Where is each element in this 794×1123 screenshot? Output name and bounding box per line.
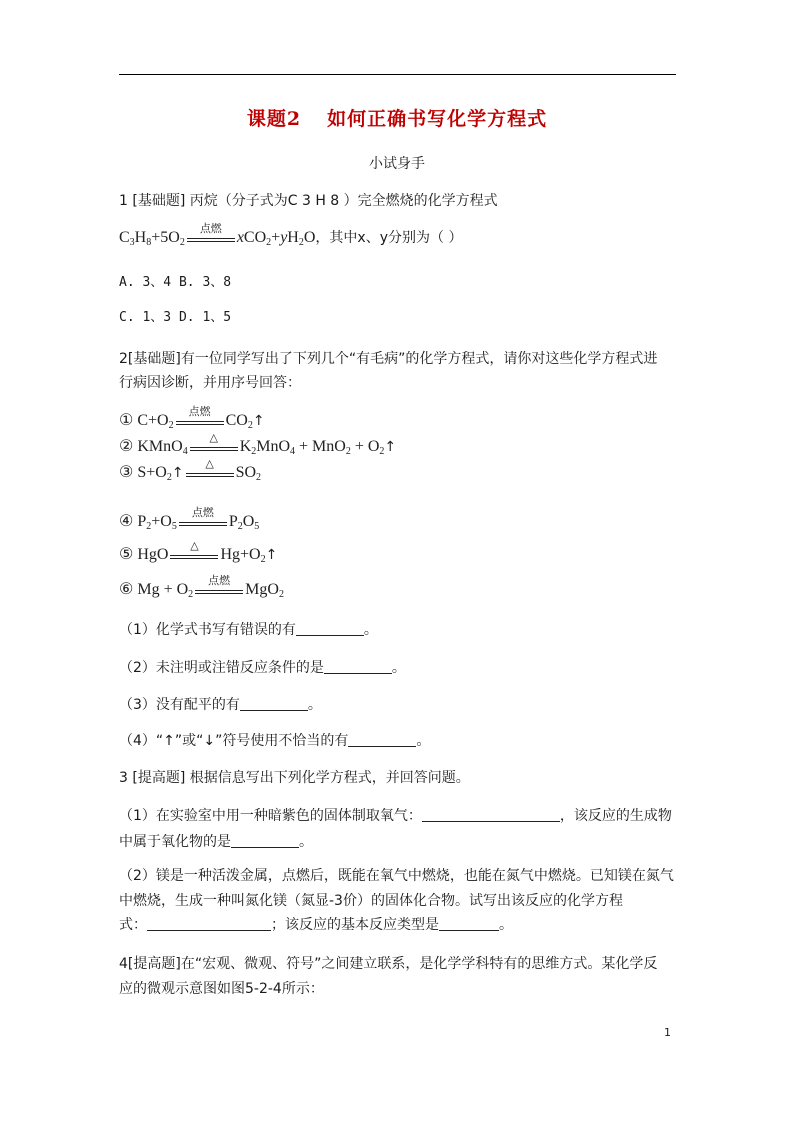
q2-subquestion-4	[119, 731, 430, 751]
q3-part2-line1: （2）镁是一种活泼金属，点燃后，既能在氧气中燃烧，也能在氮气中燃烧。已知镁在氮气	[119, 868, 674, 884]
subquestion-text: （2）未注明或注错反应条件的是	[119, 660, 324, 676]
period: 。	[499, 917, 513, 933]
eq-term: K	[239, 438, 252, 455]
condition-label: △	[190, 539, 199, 553]
answer-blank[interactable]	[296, 621, 364, 636]
eq-coefficient: y	[280, 229, 288, 246]
eq-subscript: 2	[266, 237, 272, 248]
q1-equation-line	[119, 222, 463, 253]
header-rule	[119, 74, 676, 75]
gas-arrow-icon: ↑	[265, 547, 278, 563]
condition-label: 点燃	[208, 574, 231, 588]
answer-blank[interactable]	[231, 833, 299, 848]
q1-options-row2: C. 1、3 D. 1、5	[119, 310, 232, 325]
q3-part1-line2	[119, 832, 313, 852]
q3-part2-text: ；该反应的基本反应类型是	[271, 917, 439, 933]
gas-arrow-icon: ↑	[384, 439, 397, 455]
q2-equation-3	[119, 457, 262, 488]
eq-number: ④	[119, 513, 134, 530]
q2-equation-4	[119, 506, 260, 537]
page-title	[0, 104, 794, 131]
eq-subscript: 2	[166, 472, 172, 483]
reaction-condition	[186, 457, 234, 483]
eq-term: O	[242, 513, 255, 530]
eq-number: ③	[119, 464, 134, 481]
eq-subscript: 4	[290, 446, 296, 457]
eq-subscript: 2	[379, 446, 385, 457]
condition-label: △	[209, 431, 218, 445]
eq-subscript: 2	[345, 446, 351, 457]
q2-equation-2	[119, 431, 397, 462]
eq-term: +5O	[151, 229, 180, 246]
answer-blank[interactable]	[439, 916, 499, 931]
gas-arrow-icon: ↑	[252, 413, 265, 429]
q3-part2-line2: 中燃烧，生成一种叫氮化镁（氮显-3价）的固体化合物。试写出该反应的化学方程	[119, 893, 623, 909]
eq-subscript: 2	[146, 521, 152, 532]
period: 。	[363, 622, 378, 638]
answer-blank[interactable]	[240, 696, 308, 711]
eq-term: H	[287, 229, 299, 246]
eq-coefficient: x	[236, 229, 244, 246]
eq-number: ⑥	[119, 581, 134, 598]
eq-subscript: 2	[260, 554, 266, 565]
eq-term: SO	[235, 464, 257, 481]
eq-subscript: 2	[298, 237, 304, 248]
eq-term: + O	[350, 438, 380, 455]
eq-term: C	[119, 229, 130, 246]
eq-subscript: 2	[256, 472, 262, 483]
eq-term: O	[303, 229, 316, 246]
condition-label: △	[205, 457, 214, 471]
eq-term: HgO	[137, 546, 169, 563]
eq-subscript: 2	[278, 589, 284, 600]
eq-number: ②	[119, 438, 134, 455]
reaction-condition	[195, 574, 243, 600]
subquestion-text: （1）化学式书写有错误的有	[119, 622, 296, 638]
reaction-condition	[170, 539, 218, 565]
q2-subquestion-2	[119, 658, 406, 678]
eq-number: ⑤	[119, 546, 134, 563]
q1-equation	[119, 222, 316, 248]
eq-subscript: 2	[188, 589, 194, 600]
condition-label: 点燃	[199, 222, 222, 236]
eq-term: S+O	[137, 464, 167, 481]
eq-subscript: 2	[168, 420, 174, 431]
answer-blank[interactable]	[147, 916, 271, 931]
gas-arrow-icon: ↑	[171, 465, 184, 481]
condition-label: 点燃	[191, 506, 214, 520]
eq-subscript: 2	[247, 420, 253, 431]
eq-term: +	[271, 229, 281, 246]
eq-term: P	[137, 513, 147, 530]
q1-tail: ，其中x、y分别为（ ）	[315, 230, 463, 246]
q2-text-line2: 行病因诊断，并用序号回答：	[119, 375, 301, 391]
eq-subscript: 8	[146, 237, 152, 248]
eq-term: P	[228, 513, 238, 530]
q2-subquestion-1	[119, 620, 378, 640]
answer-blank[interactable]	[324, 659, 392, 674]
q2-equation-5	[119, 539, 278, 570]
eq-term: KMnO	[137, 438, 183, 455]
period: 。	[299, 834, 313, 850]
subquestion-text: （4）“↑”或“↓”符号使用不恰当的有	[119, 733, 349, 749]
period: 。	[416, 733, 431, 749]
eq-subscript: 3	[129, 237, 135, 248]
q3-part2-text: 式：	[119, 917, 147, 933]
q1-options-row1: A. 3、4 B. 3、8	[119, 275, 232, 290]
q3-text: 3 [提高题] 根据信息写出下列化学方程式，并回答问题。	[119, 770, 470, 786]
q3-part2-line3	[119, 915, 513, 935]
period: 。	[391, 660, 406, 676]
section-subtitle: 小试身手	[369, 156, 425, 172]
eq-term: CO	[225, 412, 248, 429]
reaction-condition	[179, 506, 227, 532]
eq-term: Mg + O	[137, 581, 189, 598]
q3-part1-line1	[119, 806, 672, 826]
eq-term: H	[134, 229, 147, 246]
q3-part1-text: （1）在实验室中用一种暗紫色的固体制取氧气：	[119, 808, 422, 824]
title-lesson-name: 如何正确书写化学方程式	[327, 108, 548, 130]
eq-subscript: 2	[251, 446, 257, 457]
q3-part1-text: 中属于氧化物的是	[119, 834, 231, 850]
q4-text-line1: 4[提高题]在“宏观、微观、符号”之间建立联系，是化学学科特有的思维方式。某化学反	[119, 956, 658, 972]
answer-blank[interactable]	[348, 732, 416, 747]
q2-subquestion-3	[119, 695, 322, 715]
q4-text-line2: 应的微观示意图如图5-2-4所示：	[119, 981, 324, 997]
eq-subscript: 5	[171, 521, 177, 532]
eq-subscript: 2	[237, 521, 243, 532]
eq-term: Hg+O	[220, 546, 261, 563]
eq-subscript: 5	[254, 521, 260, 532]
eq-number: ①	[119, 412, 134, 429]
condition-label: 点燃	[188, 405, 211, 419]
eq-term: MnO	[256, 438, 291, 455]
eq-subscript: 4	[182, 446, 188, 457]
reaction-condition	[187, 222, 235, 248]
eq-term: + MnO	[295, 438, 346, 455]
q2-text-line1: 2[基础题]有一位同学写出了下列几个“有毛病”的化学方程式，请你对这些化学方程式进	[119, 351, 658, 367]
eq-term: +O	[151, 513, 172, 530]
period: 。	[307, 697, 322, 713]
answer-blank[interactable]	[422, 807, 560, 822]
subquestion-text: （3）没有配平的有	[119, 697, 240, 713]
q3-part1-text: ，该反应的生成物	[559, 808, 672, 824]
q1-text: 1 [基础题] 丙烷（分子式为C 3 H 8 ）完全燃烧的化学方程式	[119, 193, 498, 209]
eq-term: C+O	[137, 412, 169, 429]
page-number: 1	[664, 1026, 671, 1039]
eq-term: MgO	[245, 581, 279, 598]
eq-subscript: 2	[179, 237, 185, 248]
title-lesson-number: 课题2	[246, 108, 302, 130]
eq-term: CO	[243, 229, 267, 246]
q2-equation-6	[119, 574, 284, 605]
